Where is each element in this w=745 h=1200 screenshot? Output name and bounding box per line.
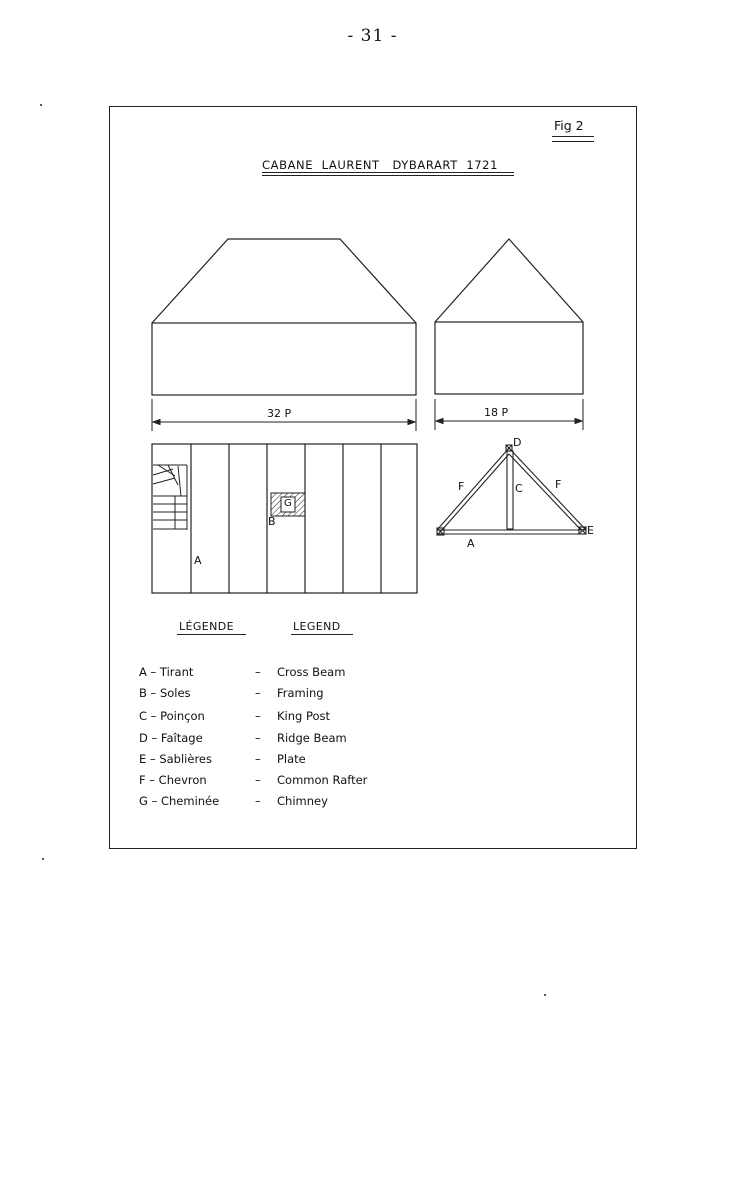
page-number: - 31 -: [347, 26, 398, 46]
floor-plan: [152, 444, 417, 593]
legend-english-term: Chimney: [277, 794, 328, 808]
scan-speck: [544, 994, 546, 996]
legend-dash: –: [255, 665, 261, 679]
legend-english-term: Common Rafter: [277, 773, 368, 787]
truss-label-f-left: F: [458, 480, 465, 493]
plan-label-g: G: [284, 498, 292, 509]
plan-label-a: A: [194, 554, 202, 567]
long-elevation: [152, 239, 416, 395]
legend-dash: –: [255, 773, 261, 787]
legend-heading-french-underline: [177, 634, 246, 635]
legend-heading-english: LEGEND: [293, 620, 341, 633]
legend-row: [139, 665, 399, 681]
legend-dash: –: [255, 731, 261, 745]
legend-row: [139, 752, 399, 768]
short-side-dimension-label: 18 P: [484, 406, 509, 419]
legend-french-term: F – Chevron: [139, 773, 207, 787]
legend-row: [139, 794, 399, 810]
truss-label-d: D: [513, 436, 522, 449]
legend-dash: –: [255, 794, 261, 808]
legend-french-term: A – Tirant: [139, 665, 194, 679]
floor-plan-outline: [152, 444, 417, 593]
legend-dash: –: [255, 709, 261, 723]
legend-french-term: B – Soles: [139, 686, 191, 700]
legend-french-term: G – Cheminée: [139, 794, 220, 808]
figure-label: Fig 2: [554, 118, 584, 133]
legend-row: [139, 731, 399, 747]
long-elevation-wall: [152, 323, 416, 395]
legend-french-term: C – Poinçon: [139, 709, 205, 723]
scan-speck: [42, 858, 44, 860]
legend-english-term: Framing: [277, 686, 324, 700]
legend-dash: –: [255, 752, 261, 766]
truss-label-f-right: F: [555, 478, 562, 491]
short-elevation: [435, 239, 583, 394]
legend-french-term: E – Sablières: [139, 752, 212, 766]
truss-label-c: C: [515, 482, 523, 495]
plan-label-b: B: [268, 515, 276, 528]
legend-row: [139, 686, 399, 702]
legend-row: [139, 773, 399, 789]
figure-title: CABANE LAURENT DYBARART 1721: [262, 158, 498, 172]
short-elevation-wall: [435, 322, 583, 394]
short-dimension-line: [435, 399, 583, 430]
short-elevation-roof: [435, 239, 583, 322]
staircase: [153, 465, 187, 530]
truss-label-a: A: [467, 537, 475, 550]
legend-french-term: D – Faîtage: [139, 731, 203, 745]
legend-english-term: Cross Beam: [277, 665, 346, 679]
legend-english-term: Ridge Beam: [277, 731, 347, 745]
legend-row: [139, 709, 399, 725]
scan-speck: [40, 104, 42, 106]
legend-english-term: King Post: [277, 709, 331, 723]
legend-english-term: Plate: [277, 752, 306, 766]
long-elevation-roof: [152, 239, 416, 323]
long-side-dimension-label: 32 P: [267, 407, 292, 420]
truss-label-e: E: [587, 524, 594, 537]
legend-heading-french: LÉGENDE: [179, 620, 235, 633]
legend-heading-english-underline: [291, 634, 353, 635]
legend-dash: –: [255, 686, 261, 700]
